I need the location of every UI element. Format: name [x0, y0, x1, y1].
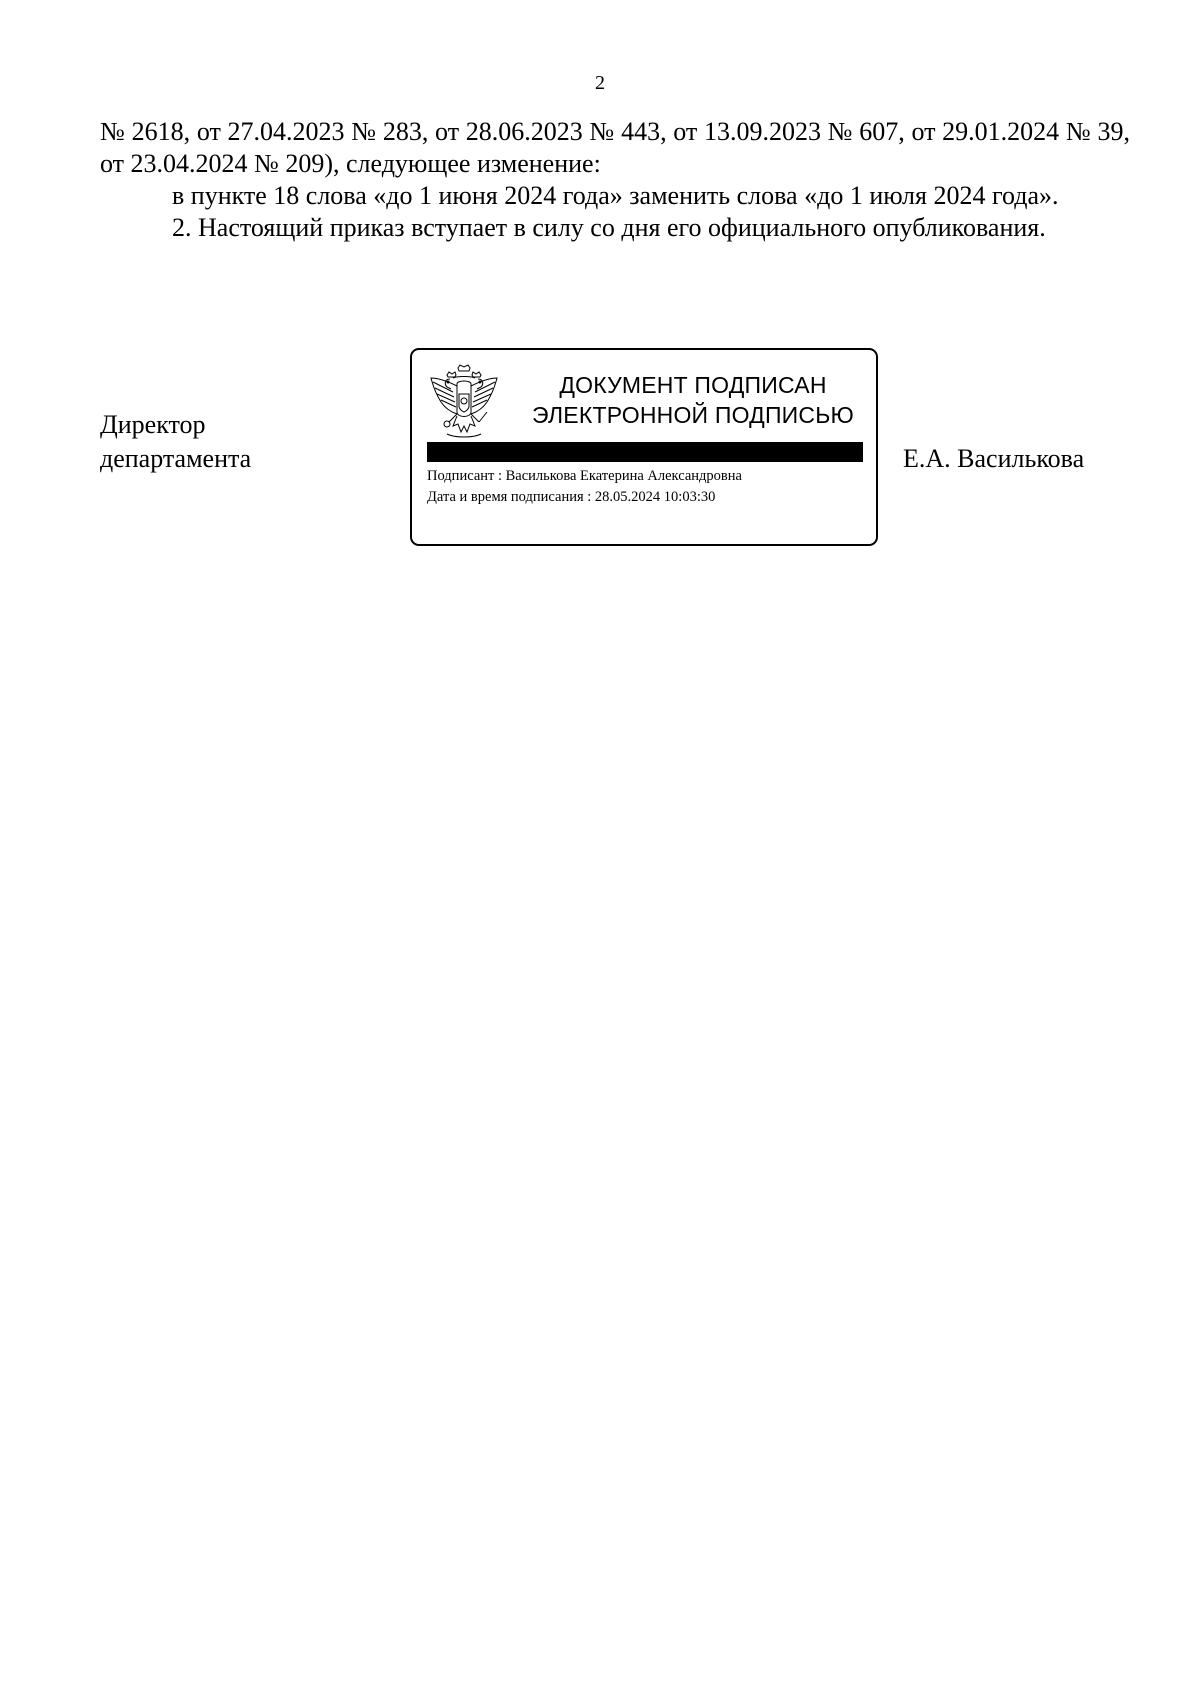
body-paragraph: в пункте 18 слова «до 1 июня 2024 года» заменить слова «до 1 июля 2024 года». [172, 181, 1059, 210]
coat-of-arms-icon [427, 364, 501, 442]
body-paragraph: № 2618, от 27.04.2023 № 283, от 28.06.2023 № 443, от 13.09.2023 № 607, от 29.01.2024 № 39, от 23.04.2024 № 209), следующее изменение: [100, 117, 1130, 178]
signatory-position-line: департамента [100, 444, 252, 473]
page-number: 2 [595, 72, 605, 94]
document-body [100, 116, 1130, 244]
stamp-heading-line: ЭЛЕКТРОННОЙ ПОДПИСЬЮ [532, 402, 854, 428]
electronic-signature-stamp [410, 348, 878, 546]
signatory-name: Е.А. Василькова [903, 444, 1085, 473]
signer-name: Подписант : Василькова Екатерина Александровна [427, 468, 742, 484]
signatory-position-line: Директор [100, 410, 206, 439]
stamp-details [427, 466, 867, 508]
stamp-heading [512, 370, 874, 430]
signing-datetime: Дата и время подписания : 28.05.2024 10:03:30 [427, 489, 716, 505]
signatory-position [100, 408, 251, 476]
certificate-redaction-bar [427, 442, 863, 462]
stamp-heading-line: ДОКУМЕНТ ПОДПИСАН [559, 372, 827, 398]
body-paragraph: 2. Настоящий приказ вступает в силу со дня его официального опубликования. [172, 213, 1046, 242]
